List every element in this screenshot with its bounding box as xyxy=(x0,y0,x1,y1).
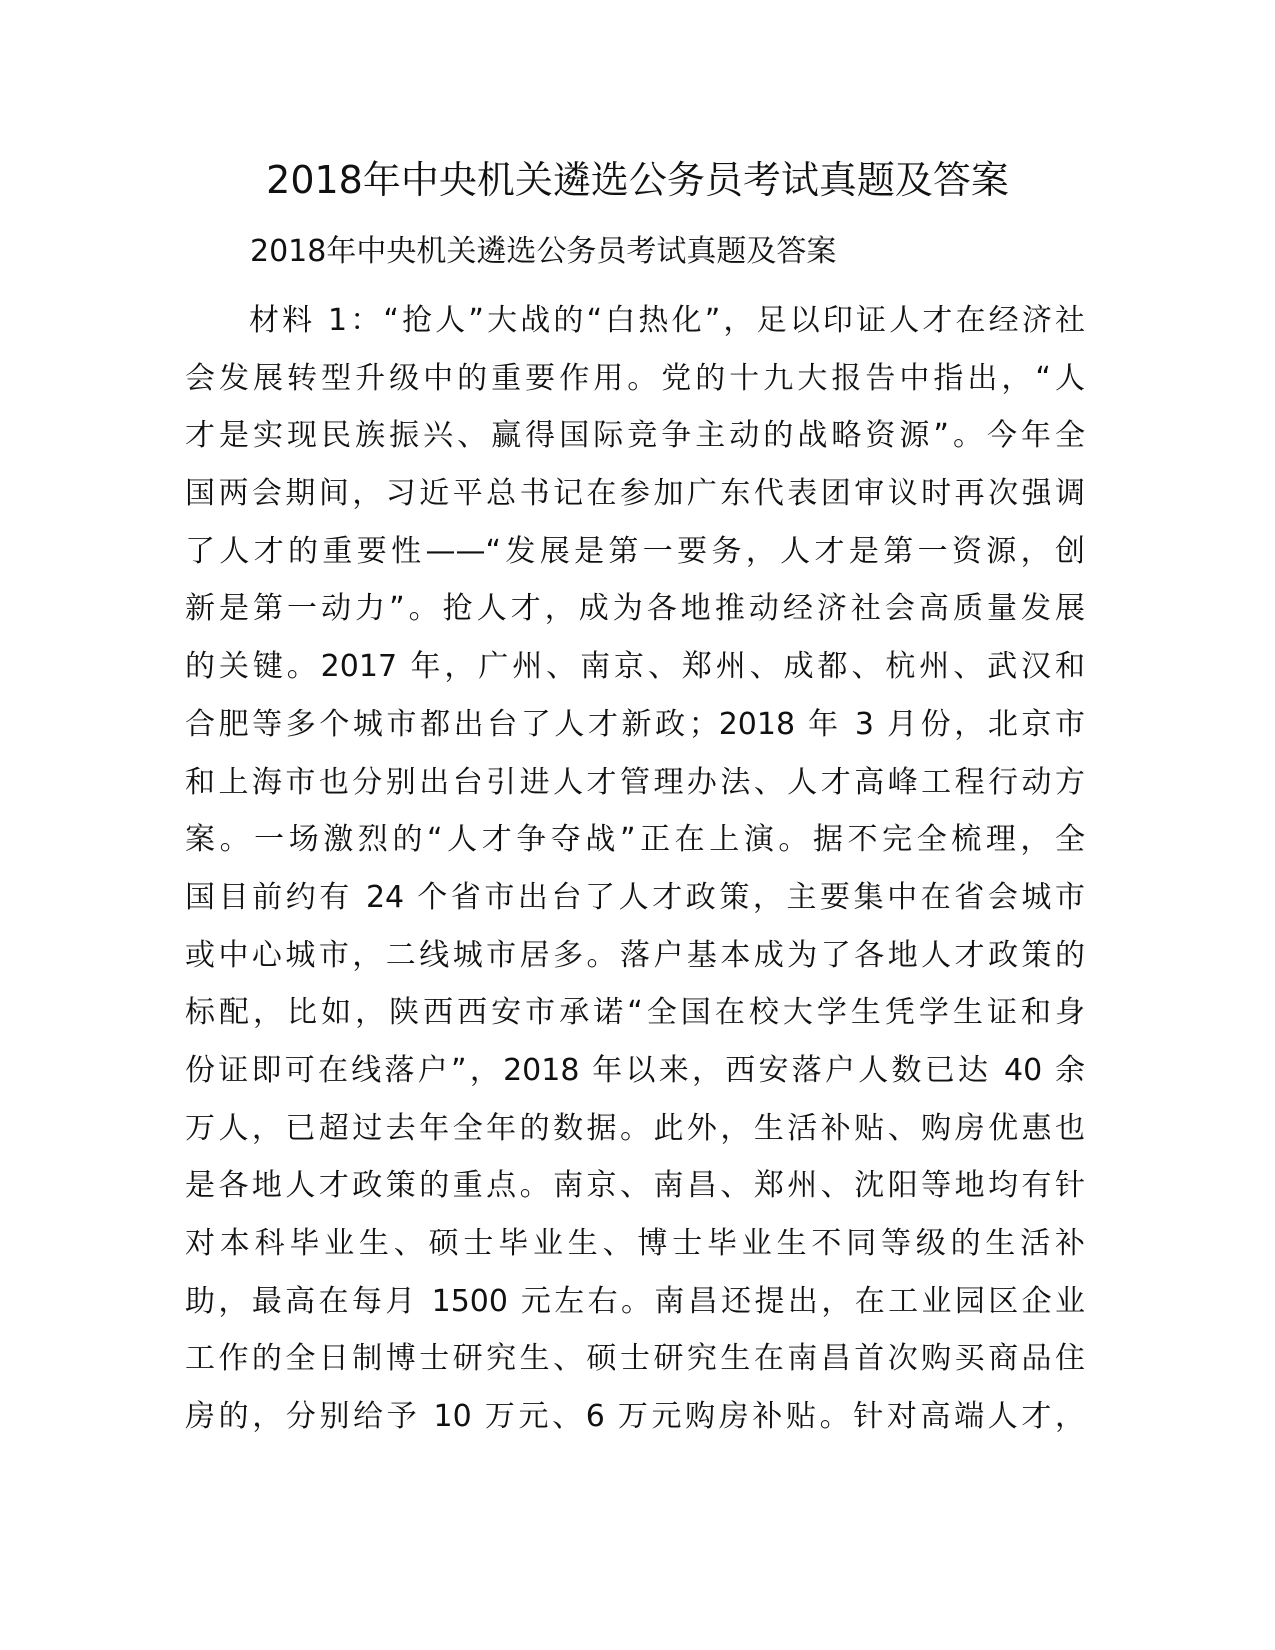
body-line: 合肥等多个城市都出台了人才新政；2018 年 3 月份，北京市 xyxy=(185,706,1085,742)
body-line: 是各地人才政策的重点。南京、南昌、郑州、沈阳等地均有针 xyxy=(185,1168,1085,1204)
body-line: 对本科毕业生、硕士毕业生、博士毕业生不同等级的生活补 xyxy=(185,1226,1085,1261)
body-line: 案。一场激烈的“人才争夺战”正在上演。据不完全梳理，全 xyxy=(185,822,1085,858)
document-title: 2018年中央机关遴选公务员考试真题及答案 xyxy=(266,158,1009,202)
body-line: 标配，比如，陕西西安市承诺“全国在校大学生凭学生证和身 xyxy=(185,995,1085,1031)
body-line: 会发展转型升级中的重要作用。党的十九大报告中指出，“人 xyxy=(185,360,1085,396)
body-line: 新是第一动力”。抢人才，成为各地推动经济社会高质量发展 xyxy=(185,591,1085,627)
body-line: 万人，已超过去年全年的数据。此外，生活补贴、购房优惠也 xyxy=(185,1110,1085,1146)
body-line: 的关键。2017 年，广州、南京、郑州、成都、杭州、武汉和 xyxy=(185,649,1085,685)
body-line: 工作的全日制博士研究生、硕士研究生在南昌首次购买商品住 xyxy=(185,1341,1085,1377)
body-line: 或中心城市，二线城市居多。落户基本成为了各地人才政策的 xyxy=(185,937,1085,973)
body-line: 国目前约有 24 个省市出台了人才政策，主要集中在省会城市 xyxy=(185,879,1085,915)
body-text xyxy=(185,292,1085,1446)
body-line: 了人才的重要性——“发展是第一要务，人才是第一资源，创 xyxy=(185,533,1085,569)
body-line: 助，最高在每月 1500 元左右。南昌还提出，在工业园区企业 xyxy=(185,1283,1085,1319)
body-line: 份证即可在线落户”，2018 年以来，西安落户人数已达 40 余 xyxy=(185,1052,1085,1088)
body-line: 国两会期间，习近平总书记在参加广东代表团审议时再次强调 xyxy=(185,476,1085,512)
body-line: 房的，分别给予 10 万元、6 万元购房补贴。针对高端人才， xyxy=(185,1399,1085,1435)
body-line: 材料 1：“抢人”大战的“白热化”，足以印证人才在经济社 xyxy=(249,303,1085,338)
body-line: 和上海市也分别出台引进人才管理办法、人才高峰工程行动方 xyxy=(185,764,1085,800)
body-line: 才是实现民族振兴、赢得国际竞争主动的战略资源”。今年全 xyxy=(185,418,1085,454)
document-subtitle: 2018年中央机关遴选公务员考试真题及答案 xyxy=(250,234,837,269)
